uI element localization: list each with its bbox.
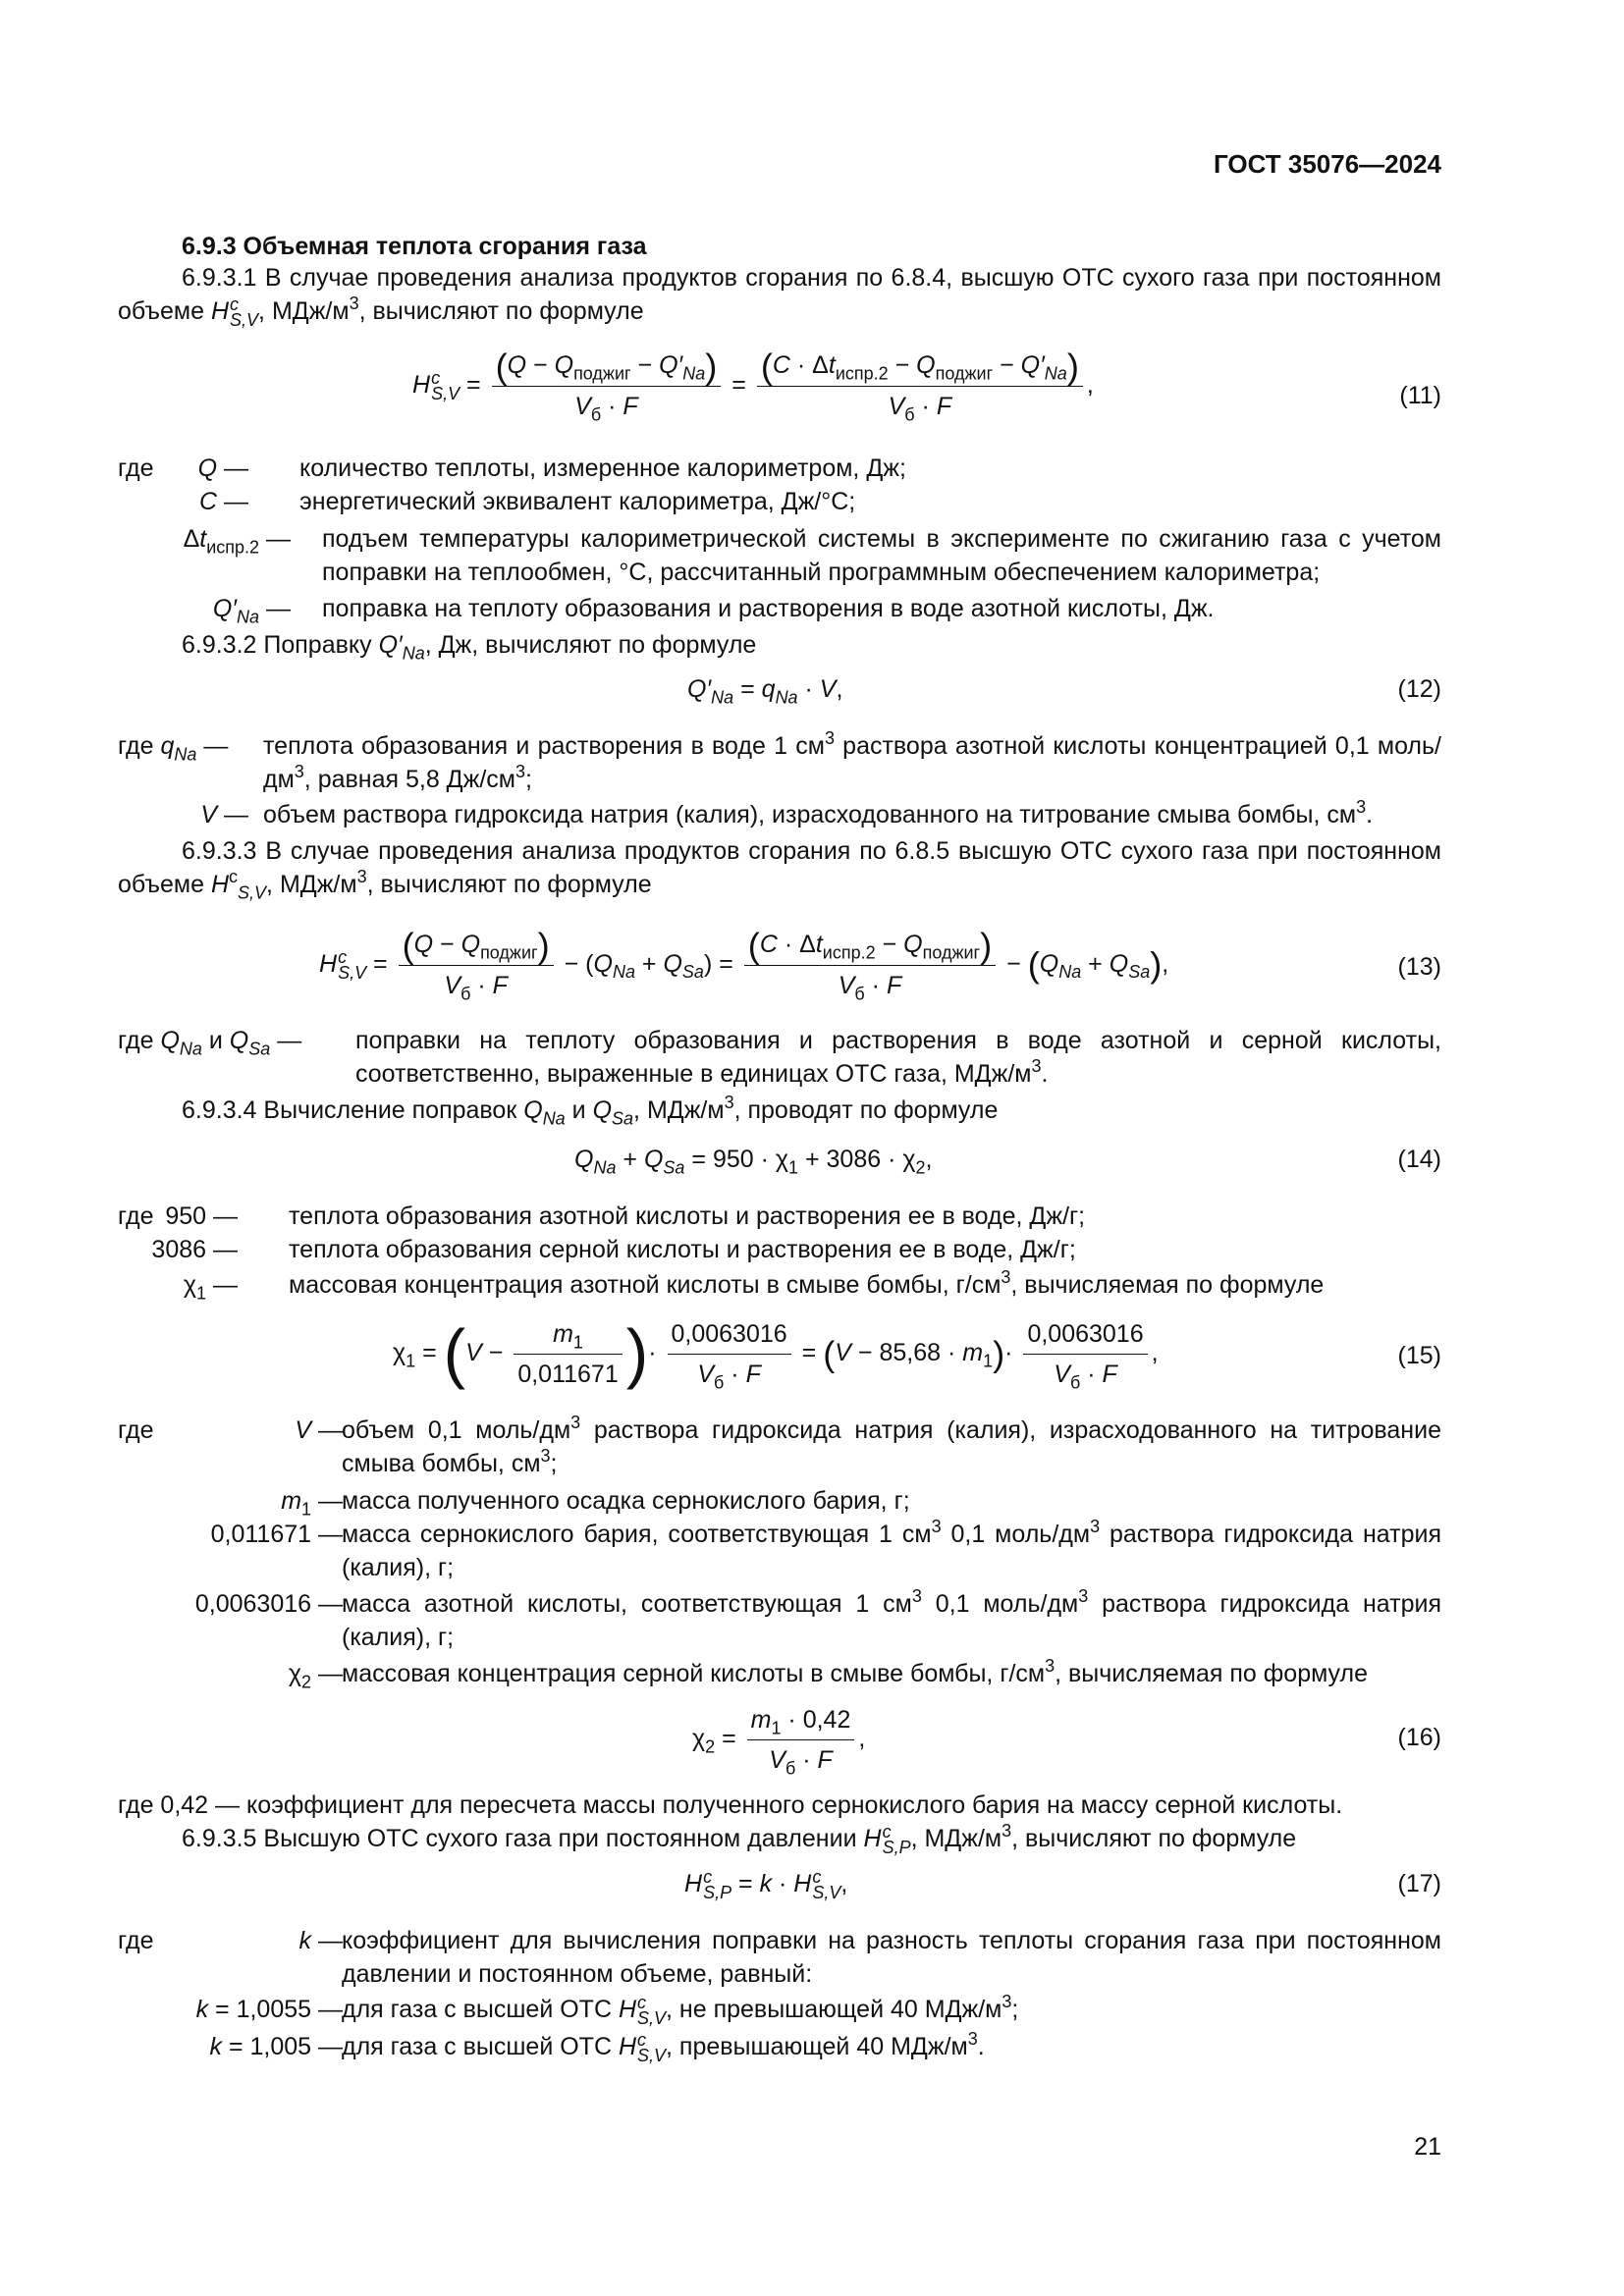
- equation-number-17: (17): [1397, 1870, 1441, 1897]
- def-text-0011671: масса сернокислого бария, соответствующая 1 $см^3$ 0,1 моль/$дм^3$ раствора гидроксида натрия (калия), г;: [342, 1517, 1441, 1581]
- def-sym-dt: $\Delta t_{испр.2}$ —: [183, 525, 291, 558]
- def-sym-k: k —: [298, 1927, 343, 1954]
- def-text-QNaQSa: поправки на теплоту образования и растворения в воде азотной и серной кислоты, соответственно, выраженные в единицах ОТС газа, МДж/$м^3$.: [355, 1027, 1441, 1088]
- def-text-dt: подъем температуры калориметрической системы в эксперименте по сжиганию газа с учетом поправки на теплообмен, °С, рассчитанный программным обеспечением калориметра;: [322, 525, 1441, 586]
- def-text-3086: теплота образования серной кислоты и растворения ее в воде, Дж/г;: [289, 1236, 1076, 1263]
- equation-number-15: (15): [1397, 1342, 1441, 1369]
- where-label-14: где: [118, 1202, 154, 1230]
- def-text-V2: объем 0,1 моль/$дм^3$ раствора гидроксида натрия (калия), израсходованного на титрование смыва бомбы, $см^3$;: [342, 1413, 1441, 1477]
- paragraph-6934: 6.9.3.4 Вычисление поправок $Q_{Na}$ и $Q_{Sa}$, МДж/$м^3$, проводят по формуле: [182, 1093, 999, 1129]
- formula-16: $\chi_2$ = $\frac{m_1 \cdot 0,42}{V_б \cdot F}$ ,: [692, 1703, 865, 1777]
- def-sym-qNa: где $q_{Na}$ —: [118, 732, 229, 765]
- def-042: где 0,42 — коэффициент для пересчета массы полученного сернокислого бария на массу серной кислоты.: [118, 1791, 1343, 1819]
- formula-13: H c S,V = $\frac{(Q - Q_{поджиг})}{V_б \cdot F}$ − $(Q_{Na} + Q_{Sa})$ = $\frac{(C \cdot \Delta t_{испр.2} - Q_{поджиг})}{V_б \cdot F}$ − $(Q_{Na} + Q_{Sa})$,: [319, 925, 1169, 1004]
- paragraph-6933: 6.9.3.3 В случае проведения анализа продуктов сгорания по 6.8.5 высшую ОТС сухого газа при постоянном объеме $H^c_{S,V}$, МДж/$м^3$, вычисляют по формуле: [118, 837, 1441, 903]
- paragraph-6932: 6.9.3.2 Поправку $Q'_{Na}$, Дж, вычисляют по формуле: [182, 631, 757, 664]
- def-text-C: энергетический эквивалент калориметра, Дж/°С;: [299, 488, 856, 515]
- page-number: 21: [1414, 2133, 1441, 2161]
- equation-number-12: (12): [1397, 675, 1441, 703]
- def-sym-k2: k = 1,005 —: [209, 2033, 343, 2060]
- formula-14: $Q_{Na} + Q_{Sa} = 950 \cdot \chi_1 + 3086 \cdot \chi_2$,: [574, 1146, 933, 1178]
- formula-17: H c S,P = k · H c S,V ,: [684, 1867, 848, 1903]
- def-sym-QNaQSa: где $Q_{Na}$ и $Q_{Sa}$ —: [118, 1027, 302, 1059]
- def-text-QNa: поправка на теплоту образования и растворения в воде азотной кислоты, Дж.: [322, 595, 1215, 622]
- def-text-Q: количество теплоты, измеренное калориметром, Дж;: [299, 454, 906, 482]
- equation-number-14: (14): [1397, 1146, 1441, 1173]
- section-title: 6.9.3 Объемная теплота сгорания газа: [182, 233, 647, 260]
- equation-number-16: (16): [1397, 1724, 1441, 1751]
- def-text-chi1: массовая концентрация азотной кислоты в смыве бомбы, $г/см^3$, вычисляемая по формуле: [289, 1267, 1325, 1299]
- def-text-950: теплота образования азотной кислоты и растворения ее в воде, Дж/г;: [289, 1202, 1086, 1230]
- where-label-17: где: [118, 1927, 154, 1954]
- def-text-k1: для газа с высшей ОТС H c S,V , не превышающей 40 МДж/$м^3$;: [342, 1992, 1019, 2029]
- def-text-k: коэффициент для вычисления поправки на разность теплоты сгорания газа при постоянном давлении и постоянном объеме, равный:: [342, 1927, 1441, 1988]
- document-header: ГОСТ 35076—2024: [1214, 149, 1441, 179]
- def-sym-V: V —: [200, 801, 248, 828]
- def-sym-0011671: 0,011671 —: [210, 1521, 343, 1548]
- equation-number-11: (11): [1399, 382, 1441, 409]
- def-sym-m1: $m_1$ —: [281, 1487, 343, 1520]
- equation-number-13: (13): [1397, 953, 1441, 981]
- where-label-11: где: [118, 454, 154, 482]
- def-sym-Q: Q —: [197, 454, 248, 482]
- def-sym-k1: k = 1,0055 —: [195, 1996, 343, 2023]
- def-sym-3086: 3086 —: [151, 1236, 238, 1263]
- def-text-k2: для газа с высшей ОТС H c S,V , превышающей 40 МДж/$м^3$.: [342, 2029, 985, 2066]
- def-text-00063016: масса азотной кислоты, соответствующая 1 $см^3$ 0,1 моль/$дм^3$ раствора гидроксида натрия (калия), г;: [342, 1586, 1441, 1651]
- def-sym-V2: V —: [295, 1416, 343, 1444]
- formula-12: $Q'_{Na} = q_{Na} \cdot V$,: [687, 675, 843, 708]
- def-sym-chi1: $\chi_1$ —: [183, 1271, 238, 1304]
- def-text-V: объем раствора гидроксида натрия (калия), израсходованного на титрование смыва бомбы, $см^3$.: [263, 797, 1374, 828]
- paragraph-6931: 6.9.3.1 В случае проведения анализа продуктов сгорания по 6.8.4, высшую ОТС сухого газа при постоянном объеме H c S,V , МДж/$м^3$, вычисляют по формуле: [118, 264, 1441, 331]
- def-sym-00063016: 0,0063016 —: [194, 1590, 343, 1618]
- def-text-m1: масса полученного осадка сернокислого бария, г;: [342, 1487, 910, 1515]
- def-sym-chi2: $\chi_2$ —: [288, 1660, 343, 1692]
- def-sym-950: 950 —: [165, 1202, 238, 1230]
- def-sym-QNa: $Q'_{Na}$ —: [212, 595, 291, 627]
- def-sym-C: C —: [198, 488, 248, 515]
- def-text-qNa: теплота образования и растворения в воде 1 $см^3$ раствора азотной кислоты концентрацией 0,1 моль/$дм^3$, равная 5,8 $Дж/см^3$;: [263, 728, 1441, 793]
- def-text-chi2: массовая концентрация серной кислоты в смыве бомбы, $г/см^3$, вычисляемая по формуле: [342, 1656, 1369, 1687]
- where-label-15: где: [118, 1416, 154, 1444]
- paragraph-6935: 6.9.3.5 Высшую ОТС сухого газа при постоянном давлении H c S,P , МДж/$м^3$, вычисляют по формуле: [182, 1821, 1297, 1858]
- formula-11: H c S,V = $\frac{(Q - Q_{поджиг} - Q'_{Na})}{V_б \cdot F}$ = $\frac{(C \cdot \Delta t_{испр.2} - Q_{поджиг} - Q'_{Na})}{V_б \cdot F}$ ,: [412, 346, 1094, 425]
- formula-15: $\chi_1 = (V$ − $\frac{m_1}{0,011671}$ )· $\frac{0,0063016}{V_б \cdot F}$ = $(V - 85,68 \cdot m_1)\cdot$ $\frac{0,0063016}{V_б \cdot F}$ ,: [393, 1316, 1159, 1393]
